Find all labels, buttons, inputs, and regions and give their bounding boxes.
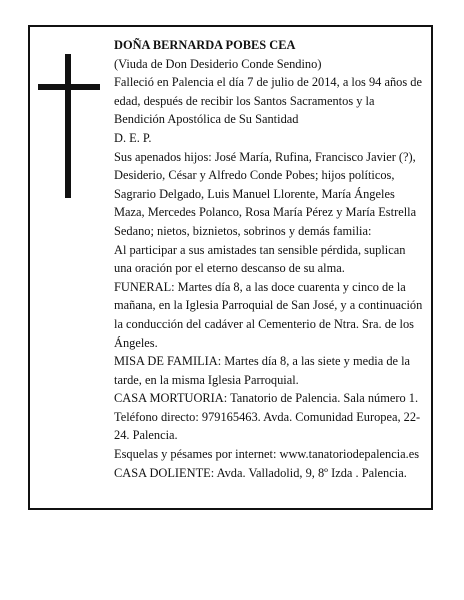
- family-mass-info: MISA DE FAMILIA: Martes día 8, a las siete y media de la tarde, en la misma Iglesia Parroquial.: [114, 354, 411, 387]
- deceased-name: DOÑA BERNARDA POBES CEA: [114, 38, 296, 52]
- cross-vertical-bar: [65, 54, 71, 198]
- obituary-text: [114, 36, 426, 482]
- death-paragraph: Falleció en Palencia el día 7 de julio de 2014, a los 94 años de edad, después de recibir los Santos Sacramentos y la Bendición Apostólica de Su Santidad: [114, 75, 422, 127]
- online-condolences: Esquelas y pésames por internet: www.tanatoriodepalencia.es: [114, 447, 420, 462]
- dep-line: D. E. P.: [114, 130, 152, 145]
- widow-of-line: (Viuda de Don Desiderio Conde Sendino): [114, 56, 322, 71]
- family-paragraph: Sus apenados hijos: José María, Rufina, Francisco Javier (?), Desiderio, César y Alfredo Conde Pobes; hijos políticos, Sagrario Delgado, Luis Manuel Llorente, María Ángeles Maza, Mercedes Polanco, Rosa María Pérez y María Estrella Sedano; nietos, biznietos, sobrinos y demás familia:: [114, 149, 417, 238]
- mortuary-info: CASA MORTUORIA: Tanatorio de Palencia. Sala número 1. Teléfono directo: 979165463. Avda. Comunidad Europea, 22-24. Palencia.: [114, 391, 421, 443]
- prayer-request: Al participar a sus amistades tan sensible pérdida, suplican una oración por el eterno descanso de su alma.: [114, 242, 406, 276]
- funeral-info: FUNERAL: Martes día 8, a las doce cuarenta y cinco de la mañana, en la Iglesia Parroquial de San José, y a continuación la conducción del cadáver al Cementerio de Ntra. Sra. de los Ángeles.: [114, 279, 423, 350]
- mourning-home-info: CASA DOLIENTE: Avda. Valladolid, 9, 8º Izda . Palencia.: [114, 465, 407, 480]
- cross-icon: [38, 54, 100, 198]
- cross-horizontal-bar: [38, 84, 100, 90]
